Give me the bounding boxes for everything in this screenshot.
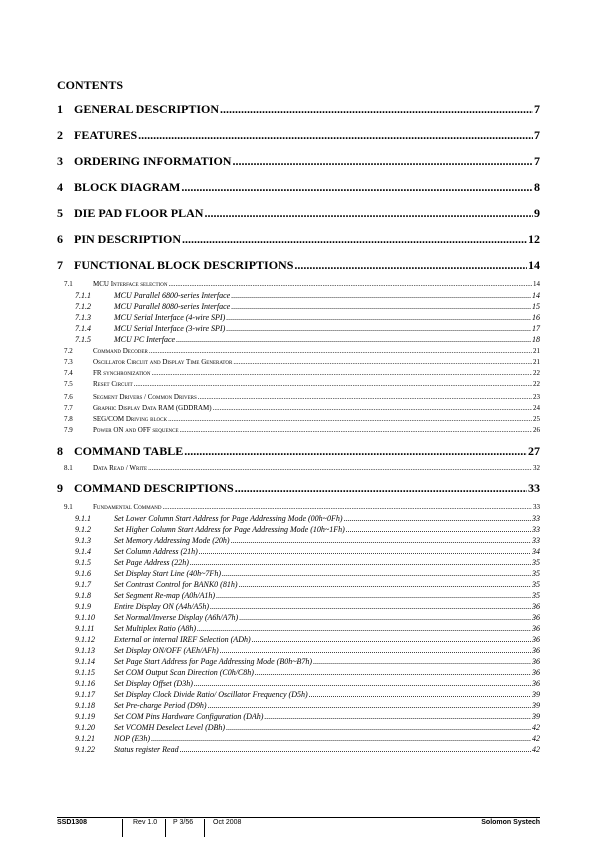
toc-leader-dots: [252, 635, 531, 644]
toc-entry-title: Set Column Address (21h): [114, 547, 198, 556]
toc-entry-number: 4: [57, 180, 63, 194]
toc-entry-title: Set Contrast Control for BANK0 (81h): [114, 580, 238, 589]
toc-leader-dots: [231, 302, 531, 311]
toc-entry-page: 7: [534, 102, 540, 116]
toc-entry-title: Set Higher Column Start Address for Page Addressing Mode (10h~1Fh): [114, 525, 345, 534]
toc-leader-dots: [204, 206, 533, 221]
toc-entry-title: Set Memory Addressing Mode (20h): [114, 536, 230, 545]
toc-entry-page: 14: [528, 258, 540, 272]
toc-entry[interactable]: [64, 347, 540, 355]
toc-leader-dots: [168, 415, 532, 423]
toc-entry-title: MCU Serial Interface (3-wire SPI): [114, 324, 226, 333]
toc-entry-title: Set Display Clock Divide Ratio/ Oscillator Frequency (D5h): [114, 690, 308, 699]
toc-entry-title: ORDERING INFORMATION: [74, 154, 232, 168]
toc-leader-dots: [216, 591, 531, 600]
toc-entry-number: 3: [57, 154, 63, 168]
toc-entry-title: Set COM Pins Hardware Configuration (DAh): [114, 712, 264, 721]
toc-entry[interactable]: [75, 712, 540, 721]
toc-entry-number: 7.3: [64, 358, 73, 366]
toc-entry-title: BLOCK DIAGRAM: [74, 180, 181, 194]
toc-entry-page: 18: [532, 335, 540, 344]
toc-entry[interactable]: [57, 154, 540, 169]
toc-entry-title: COMMAND DESCRIPTIONS: [74, 481, 234, 495]
toc-entry-page: 36: [532, 646, 540, 655]
toc-leader-dots: [220, 102, 533, 117]
toc-entry-title: Graphic Display Data RAM (GDDRAM): [93, 404, 212, 412]
toc-entry-page: 14: [533, 280, 540, 288]
toc-entry-page: 42: [532, 745, 540, 754]
toc-leader-dots: [182, 232, 527, 247]
toc-entry-title: Set COM Output Scan Direction (C0h/C8h): [114, 668, 254, 677]
toc-entry-number: 9.1.4: [75, 547, 91, 556]
toc-entry-page: 36: [532, 635, 540, 644]
footer-company: Solomon Systech: [481, 819, 540, 826]
toc-entry-page: 33: [533, 503, 540, 511]
toc-leader-dots: [344, 514, 531, 523]
toc-entry-page: 35: [532, 558, 540, 567]
toc-entry-page: 33: [532, 536, 540, 545]
toc-entry-title: SEG/COM Driving block: [93, 415, 168, 423]
toc-entry-number: 2: [57, 128, 63, 142]
toc-entry-title: MCU Serial Interface (4-wire SPI): [114, 313, 226, 322]
toc-entry-title: Set Segment Re-map (A0h/A1h): [114, 591, 216, 600]
toc-entry-number: 9.1.3: [75, 536, 91, 545]
toc-entry-title: Power ON and OFF sequence: [93, 426, 179, 434]
toc-entry-page: 22: [533, 369, 540, 377]
toc-entry-title: Oscillator Circuit and Display Time Generator: [93, 358, 233, 366]
toc-entry-page: 36: [532, 657, 540, 666]
toc-entry[interactable]: [75, 525, 540, 534]
toc-entry[interactable]: [57, 481, 540, 496]
toc-entry[interactable]: [64, 393, 540, 401]
footer-rule: [57, 817, 540, 818]
toc-entry[interactable]: [75, 591, 540, 600]
page-footer: [57, 819, 540, 833]
toc-entry[interactable]: [64, 464, 540, 472]
toc-leader-dots: [208, 701, 532, 710]
footer-part-number: SSD1308: [57, 819, 87, 826]
toc-entry-page: 22: [533, 380, 540, 388]
toc-entry-page: 42: [532, 734, 540, 743]
toc-entry[interactable]: [75, 602, 540, 611]
toc-entry-page: 36: [532, 613, 540, 622]
toc-entry[interactable]: [75, 514, 540, 523]
toc-entry[interactable]: [57, 232, 540, 247]
toc-entry-page: 23: [533, 393, 540, 401]
toc-entry-page: 26: [533, 426, 540, 434]
toc-leader-dots: [213, 404, 532, 412]
toc-entry-title: External or internal IREF Selection (ADh): [114, 635, 251, 644]
toc-entry-title: Set Display Offset (D3h): [114, 679, 193, 688]
toc-leader-dots: [235, 481, 527, 496]
toc-entry-page: 16: [532, 313, 540, 322]
toc-entry-number: 7.1.2: [75, 302, 91, 311]
toc-entry-number: 9.1.14: [75, 657, 95, 666]
toc-leader-dots: [149, 347, 532, 355]
toc-entry[interactable]: [75, 668, 540, 677]
toc-leader-dots: [226, 313, 531, 322]
toc-entry-title: Set Page Address (22h): [114, 558, 189, 567]
toc-leader-dots: [232, 154, 533, 169]
toc-entry-page: 15: [532, 302, 540, 311]
toc-entry-title: Entire Display ON (A4h/A5h): [114, 602, 210, 611]
toc-leader-dots: [199, 547, 531, 556]
toc-entry-page: 35: [532, 591, 540, 600]
toc-entry-number: 9.1.11: [75, 624, 95, 633]
toc-entry-page: 36: [532, 602, 540, 611]
toc-entry-number: 5: [57, 206, 63, 220]
toc-leader-dots: [231, 536, 531, 545]
toc-entry[interactable]: [57, 128, 540, 143]
footer-separator: [122, 819, 123, 837]
toc-entry-page: 33: [528, 481, 540, 495]
toc-entry[interactable]: [64, 369, 540, 377]
toc-entry-title: Set Display Start Line (40h~7Fh): [114, 569, 221, 578]
toc-entry-number: 9.1.15: [75, 668, 95, 677]
toc-entry-page: 9: [534, 206, 540, 220]
toc-entry-page: 39: [532, 712, 540, 721]
toc-entry-title: Set Pre-charge Period (D9h): [114, 701, 207, 710]
toc-entry-title: Set Lower Column Start Address for Page Addressing Mode (00h~0Fh): [114, 514, 343, 523]
toc-entry[interactable]: [64, 280, 540, 288]
toc-entry[interactable]: [75, 723, 540, 732]
toc-entry[interactable]: [64, 415, 540, 423]
footer-page-number: P 3/56: [173, 819, 194, 826]
toc-entry-title: MCU Parallel 8080-series Interface: [114, 302, 231, 311]
toc-leader-dots: [222, 569, 531, 578]
toc-leader-dots: [233, 358, 532, 366]
toc-leader-dots: [190, 558, 531, 567]
toc-entry-number: 7.2: [64, 347, 73, 355]
footer-date: Oct 2008: [213, 819, 242, 826]
toc-entry-title: Fundamental Command: [93, 503, 162, 511]
toc-leader-dots: [210, 602, 531, 611]
toc-entry-page: 35: [532, 569, 540, 578]
toc-leader-dots: [309, 690, 531, 699]
toc-entry-title: FEATURES: [74, 128, 138, 142]
toc-entry[interactable]: [75, 558, 540, 567]
toc-entry[interactable]: [64, 503, 540, 511]
toc-entry[interactable]: [75, 291, 540, 300]
toc-entry-number: 6: [57, 232, 63, 246]
toc-leader-dots: [180, 745, 531, 754]
toc-entry[interactable]: [64, 426, 540, 434]
toc-entry[interactable]: [75, 313, 540, 322]
toc-entry[interactable]: [75, 324, 540, 333]
toc-entry-title: Segment Drivers / Common Drivers: [93, 393, 197, 401]
toc-entry-page: 12: [528, 232, 540, 246]
toc-entry-number: 9.1.21: [75, 734, 95, 743]
footer-separator: [165, 819, 166, 837]
toc-leader-dots: [220, 646, 531, 655]
toc-entry-title: Set Display ON/OFF (AEh/AFh): [114, 646, 219, 655]
toc-leader-dots: [180, 426, 532, 434]
toc-entry-number: 7.1.3: [75, 313, 91, 322]
toc-entry[interactable]: [75, 657, 540, 666]
toc-entry-number: 7: [57, 258, 63, 272]
toc-entry-number: 9.1.6: [75, 569, 91, 578]
toc-entry-title: FUNCTIONAL BLOCK DESCRIPTIONS: [74, 258, 294, 272]
toc-entry-title: Data Read / Write: [93, 464, 148, 472]
toc-leader-dots: [194, 679, 531, 688]
toc-entry-page: 35: [532, 580, 540, 589]
toc-entry-page: 27: [528, 444, 540, 458]
toc-entry[interactable]: [75, 734, 540, 743]
toc-entry-title: MCU Interface selection: [93, 280, 168, 288]
toc-entry-number: 9.1.1: [75, 514, 91, 523]
toc-entry-page: 39: [532, 690, 540, 699]
toc-leader-dots: [138, 128, 533, 143]
toc-entry[interactable]: [75, 580, 540, 589]
toc-entry-number: 7.8: [64, 415, 73, 423]
toc-entry-number: 7.9: [64, 426, 73, 434]
toc-entry-number: 9.1.5: [75, 558, 91, 567]
toc-leader-dots: [226, 324, 531, 333]
toc-entry-page: 39: [532, 701, 540, 710]
toc-entry-title: COMMAND TABLE: [74, 444, 184, 458]
toc-entry[interactable]: [75, 547, 540, 556]
toc-entry-title: Set Normal/Inverse Display (A6h/A7h): [114, 613, 239, 622]
toc-leader-dots: [176, 335, 531, 344]
toc-entry-number: 8.1: [64, 464, 73, 472]
toc-leader-dots: [255, 668, 531, 677]
toc-entry[interactable]: [57, 444, 540, 459]
toc-entry-page: 7: [534, 154, 540, 168]
toc-entry-number: 7.7: [64, 404, 73, 412]
toc-entry-number: 9.1.22: [75, 745, 95, 754]
toc-entry-number: 9.1: [64, 503, 73, 511]
toc-entry-page: 36: [532, 679, 540, 688]
toc-entry-number: 7.1.1: [75, 291, 91, 300]
toc-entry-page: 21: [533, 358, 540, 366]
toc-entry-number: 9.1.2: [75, 525, 91, 534]
toc-entry[interactable]: [57, 206, 540, 221]
toc-entry-number: 9.1.9: [75, 602, 91, 611]
toc-entry-number: 9.1.18: [75, 701, 95, 710]
footer-separator: [204, 819, 205, 837]
toc-entry[interactable]: [57, 258, 540, 273]
toc-entry-page: 34: [532, 547, 540, 556]
toc-leader-dots: [148, 464, 532, 472]
toc-entry-title: NOP (E3h): [114, 734, 151, 743]
toc-entry[interactable]: [64, 404, 540, 412]
toc-entry-number: 9.1.20: [75, 723, 95, 732]
toc-entry-page: 33: [532, 514, 540, 523]
toc-entry-title: MCU I²C Interface: [114, 335, 176, 344]
toc-entry[interactable]: [64, 380, 540, 388]
toc-leader-dots: [184, 444, 527, 459]
toc-entry-number: 1: [57, 102, 63, 116]
toc-leader-dots: [226, 723, 531, 732]
toc-entry[interactable]: [57, 102, 540, 117]
toc-entry-number: 9.1.16: [75, 679, 95, 688]
toc-entry-number: 9.1.19: [75, 712, 95, 721]
toc-leader-dots: [264, 712, 531, 721]
toc-entry-number: 9.1.8: [75, 591, 91, 600]
toc-entry-number: 7.6: [64, 393, 73, 401]
toc-entry[interactable]: [75, 745, 540, 754]
toc-leader-dots: [313, 657, 531, 666]
toc-entry-page: 24: [533, 404, 540, 412]
toc-entry-page: 32: [533, 464, 540, 472]
toc-leader-dots: [239, 613, 531, 622]
toc-entry[interactable]: [75, 536, 540, 545]
toc-entry[interactable]: [75, 679, 540, 688]
toc-entry[interactable]: [57, 180, 540, 195]
toc-entry-page: 8: [534, 180, 540, 194]
toc-leader-dots: [346, 525, 531, 534]
toc-entry[interactable]: [75, 335, 540, 344]
toc-entry-page: 25: [533, 415, 540, 423]
toc-entry[interactable]: [64, 358, 540, 366]
toc-entry[interactable]: [75, 690, 540, 699]
toc-entry[interactable]: [75, 569, 540, 578]
toc-leader-dots: [197, 624, 531, 633]
toc-entry-title: GENERAL DESCRIPTION: [74, 102, 220, 116]
toc-entry-title: PIN DESCRIPTION: [74, 232, 182, 246]
toc-entry-number: 9.1.13: [75, 646, 95, 655]
toc-leader-dots: [239, 580, 532, 589]
toc-leader-dots: [231, 291, 531, 300]
toc-entry-number: 7.5: [64, 380, 73, 388]
toc-entry[interactable]: [75, 646, 540, 655]
toc-entry[interactable]: [75, 701, 540, 710]
toc-entry-page: 36: [532, 624, 540, 633]
toc-entry-page: 17: [532, 324, 540, 333]
toc-entry-title: Set Multiplex Ratio (A8h): [114, 624, 196, 633]
contents-heading: CONTENTS: [57, 78, 124, 92]
toc-leader-dots: [134, 380, 532, 388]
toc-entry[interactable]: [75, 302, 540, 311]
toc-leader-dots: [151, 734, 531, 743]
toc-entry-number: 7.4: [64, 369, 73, 377]
toc-entry-number: 7.1: [64, 280, 73, 288]
toc-entry-number: 7.1.5: [75, 335, 91, 344]
toc-leader-dots: [198, 393, 532, 401]
toc-leader-dots: [152, 369, 532, 377]
toc-entry-title: Command Decoder: [93, 347, 148, 355]
footer-revision: Rev 1.0: [133, 819, 158, 826]
toc-entry-title: Set VCOMH Deselect Level (DBh): [114, 723, 226, 732]
toc-entry-title: Status register Read: [114, 745, 179, 754]
toc-leader-dots: [163, 503, 532, 511]
toc-entry[interactable]: [75, 613, 540, 622]
toc-entry-number: 9.1.12: [75, 635, 95, 644]
toc-entry-page: 7: [534, 128, 540, 142]
toc-leader-dots: [168, 280, 532, 288]
toc-entry-number: 9: [57, 481, 63, 495]
toc-entry-number: 9.1.17: [75, 690, 95, 699]
toc-entry-page: 33: [532, 525, 540, 534]
toc-entry-page: 42: [532, 723, 540, 732]
toc-entry-title: Set Page Start Address for Page Addressing Mode (B0h~B7h): [114, 657, 313, 666]
toc-leader-dots: [294, 258, 527, 273]
toc-entry-page: 36: [532, 668, 540, 677]
toc-entry-page: 14: [532, 291, 540, 300]
toc-entry-number: 9.1.10: [75, 613, 95, 622]
toc-entry-title: DIE PAD FLOOR PLAN: [74, 206, 204, 220]
toc-entry-number: 8: [57, 444, 63, 458]
toc-entry[interactable]: [75, 624, 540, 633]
toc-entry-number: 7.1.4: [75, 324, 91, 333]
toc-entry-title: FR synchronization: [93, 369, 151, 377]
toc-entry-title: MCU Parallel 6800-series Interface: [114, 291, 231, 300]
toc-entry-number: 9.1.7: [75, 580, 91, 589]
toc-leader-dots: [181, 180, 533, 195]
toc-entry-title: Reset Circuit: [93, 380, 133, 388]
toc-entry-page: 21: [533, 347, 540, 355]
toc-entry[interactable]: [75, 635, 540, 644]
